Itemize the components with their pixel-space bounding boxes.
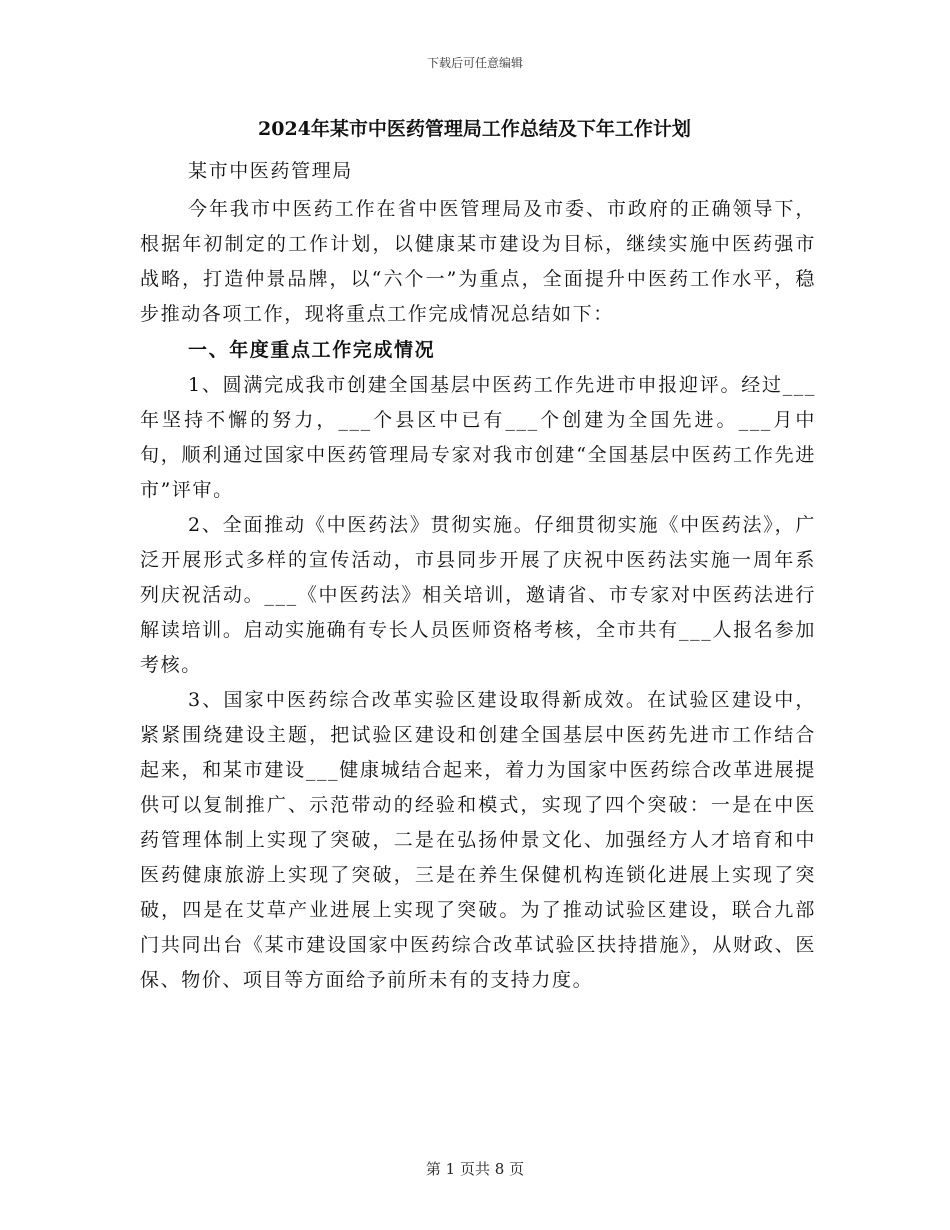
page-header-note: 下载后可任意编辑 — [426, 56, 523, 70]
organization-name: 某市中医药管理局 — [188, 160, 353, 182]
paragraph-item-2: 2、全面推动《中医药法》贯彻实施。仔细贯彻实施《中医药法》，广泛开展形式多样的宣传活动，市县同步开展了庆祝中医药法实施一周年系列庆祝活动。___《中医药法》相关培训，邀请省、市专家对中医药法进行解读培训。启动实施确有专长人员医师资格考核，全市共有___人报名参加考核。 — [140, 514, 816, 676]
page-number: 第 1 页共 8 页 — [425, 1160, 525, 1178]
intro-paragraph: 今年我市中医药工作在省中医管理局及市委、市政府的正确领导下，根据年初制定的工作计划，以健康某市建设为目标，继续实施中医药强市战略，打造仲景品牌，以“六个一”为重点，全面提升中医药工作水平，稳步推动各项工作，现将重点工作完成情况总结如下： — [140, 198, 816, 325]
document-body — [140, 112, 816, 998]
paragraph-item-1: 1、圆满完成我市创建全国基层中医药工作先进市申报迎评。经过___年坚持不懈的努力，___个县区中已有___个创建为全国先进。___月中旬，顺利通过国家中医药管理局专家对我市创建“全国基层中医药工作先进市”评审。 — [140, 374, 816, 501]
section-heading: 一、年度重点工作完成情况 — [188, 339, 436, 361]
paragraph-item-3: 3、国家中医药综合改革实验区建设取得新成效。在试验区建设中，紧紧围绕建设主题，把试验区建设和创建全国基层中医药先进市工作结合起来，和某市建设___健康城结合起来，着力为国家中医药综合改革进展提供可以复制推广、示范带动的经验和模式，实现了四个突破：一是在中医药管理体制上实现了突破，二是在弘扬仲景文化、加强经方人才培育和中医药健康旅游上实现了突破，三是在养生保健机构连锁化进展上实现了突破，四是在艾草产业进展上实现了突破。为了推动试验区建设，联合九部门共同出台《某市建设国家中医药综合改革试验区扶持措施》，从财政、医保、物价、项目等方面给予前所未有的支持力度。 — [140, 689, 816, 991]
document-title: 2024年某市中医药管理局工作总结及下年工作计划 — [258, 118, 691, 140]
